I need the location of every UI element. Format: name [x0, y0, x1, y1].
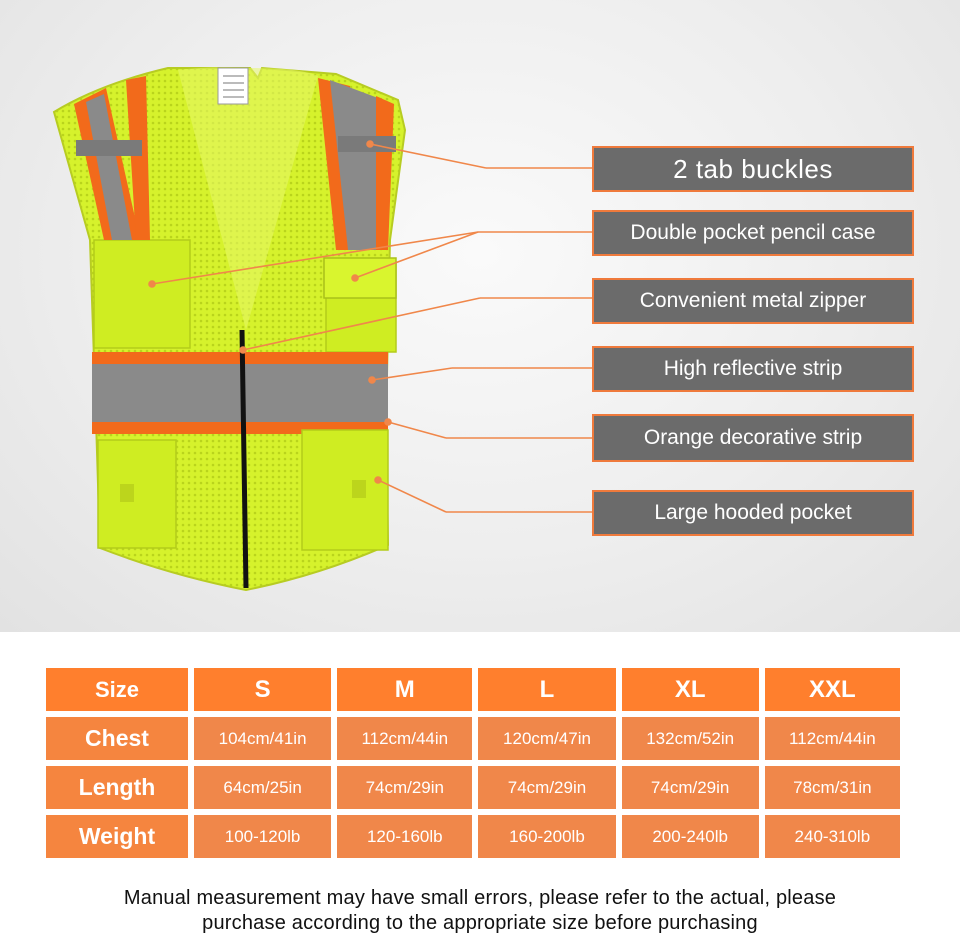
leader-line-orange-strip — [388, 422, 446, 438]
callout-reflective-strip: High reflective strip — [592, 346, 914, 392]
note-line-1: Manual measurement may have small errors, please refer to the actual, please — [123, 887, 837, 909]
lower-pocket-left — [98, 440, 176, 548]
callout-pencil-case: Double pocket pencil case — [592, 210, 914, 256]
size-header-cell: S — [194, 668, 331, 711]
callout-metal-zipper: Convenient metal zipper — [592, 278, 914, 324]
callout-tab-buckles: 2 tab buckles — [592, 146, 914, 192]
size-header-cell: XXL — [765, 668, 900, 711]
row-label-weight: Weight — [46, 815, 188, 858]
size-header-cell: XL — [622, 668, 759, 711]
chest-pocket-left — [94, 240, 190, 348]
table-cell: 64cm/25in — [194, 766, 331, 809]
table-cell: 120cm/47in — [478, 717, 615, 760]
table-cell: 100-120lb — [194, 815, 331, 858]
table-cell: 78cm/31in — [765, 766, 900, 809]
chest-pocket-flap — [324, 258, 396, 298]
neck-label — [218, 68, 248, 104]
note-line-2: purchase according to the appropriate size before purchasing — [202, 912, 758, 934]
waist-reflective-band — [92, 364, 388, 424]
table-cell: 240-310lb — [765, 815, 900, 858]
table-cell: 112cm/44in — [765, 717, 900, 760]
table-cell: 132cm/52in — [622, 717, 759, 760]
size-header-row — [46, 668, 900, 711]
lower-pocket-left-tab — [120, 484, 134, 502]
table-row-weight — [46, 815, 900, 858]
callout-hooded-pocket: Large hooded pocket — [592, 490, 914, 536]
table-cell: 120-160lb — [337, 815, 472, 858]
table-cell: 74cm/29in — [478, 766, 615, 809]
size-header-cell: M — [337, 668, 472, 711]
table-cell: 112cm/44in — [337, 717, 472, 760]
table-row-length — [46, 766, 900, 809]
row-label-length: Length — [46, 766, 188, 809]
table-cell: 200-240lb — [622, 815, 759, 858]
table-row-chest — [46, 717, 900, 760]
lower-pocket-right — [302, 430, 388, 550]
table-cell: 74cm/29in — [337, 766, 472, 809]
table-cell: 160-200lb — [478, 815, 615, 858]
table-cell: 104cm/41in — [194, 717, 331, 760]
callout-orange-strip: Orange decorative strip — [592, 414, 914, 462]
table-cell: 74cm/29in — [622, 766, 759, 809]
row-label-chest: Chest — [46, 717, 188, 760]
size-chart-table — [40, 662, 906, 864]
lower-pocket-right-tab — [352, 480, 366, 498]
size-header-cell: L — [478, 668, 615, 711]
size-header-label: Size — [46, 668, 188, 711]
measurement-note — [0, 886, 960, 936]
left-tab-buckle — [76, 140, 142, 156]
